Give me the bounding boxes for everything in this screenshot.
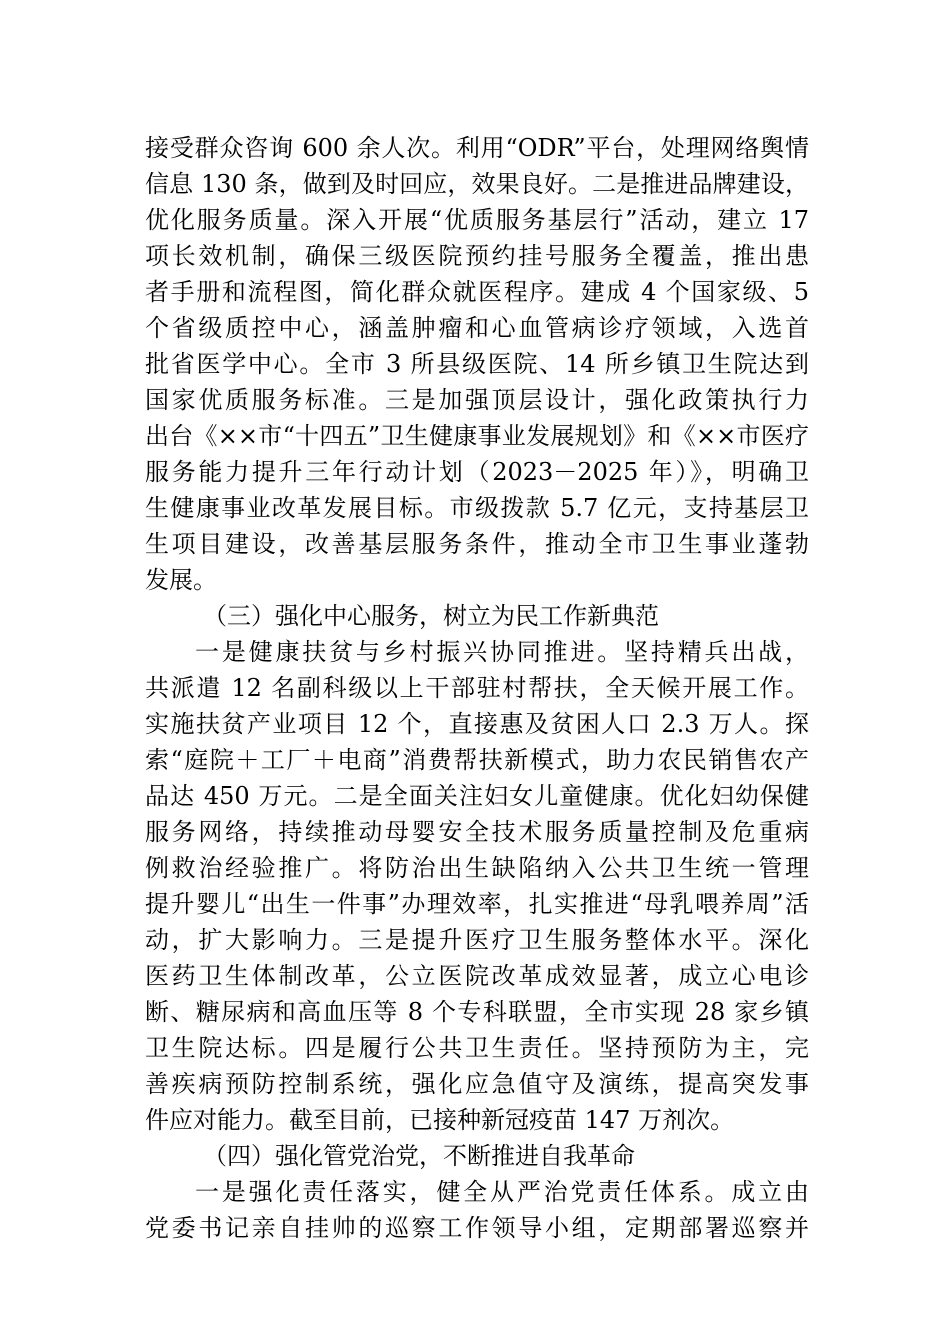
text-line: 信息 130 条，做到及时回应，效果良好。二是推进品牌建设， — [145, 170, 809, 198]
text-line: 品达 450 万元。二是全面关注妇女儿童健康。优化妇幼保健 — [145, 782, 809, 810]
text-line: 党委书记亲自挂帅的巡察工作领导小组，定期部署巡察并 — [145, 1214, 809, 1242]
text-line: 接受群众咨询 600 余人次。利用“ODR”平台，处理网络舆情 — [145, 134, 809, 162]
paragraph-first-line: 一是强化责任落实，健全从严治党责任体系。成立由 — [195, 1178, 809, 1206]
text-line: 共派遣 12 名副科级以上干部驻村帮扶，全天候开展工作。 — [145, 674, 809, 702]
paragraph-first-line: 一是健康扶贫与乡村振兴协同推进。坚持精兵出战， — [195, 638, 809, 666]
text-line: 提升婴儿“出生一件事”办理效率，扎实推进“母乳喂养周”活 — [145, 890, 809, 918]
text-line: 国家优质服务标准。三是加强顶层设计，强化政策执行力 — [145, 386, 809, 414]
text-line: 项长效机制，确保三级医院预约挂号服务全覆盖，推出患 — [145, 242, 809, 270]
text-line: 善疾病预防控制系统，强化应急值守及演练，提高突发事 — [145, 1070, 809, 1098]
text-line: 服务网络，持续推动母婴安全技术服务质量控制及危重病 — [145, 818, 809, 846]
text-line: 实施扶贫产业项目 12 个，直接惠及贫困人口 2.3 万人。探 — [145, 710, 809, 738]
text-line: 出台《××市“十四五”卫生健康事业发展规划》和《××市医疗 — [145, 422, 809, 450]
text-line: 服务能力提升三年行动计划（2023－2025 年）》，明确卫 — [145, 458, 809, 486]
text-line: 卫生院达标。四是履行公共卫生责任。坚持预防为主，完 — [145, 1034, 809, 1062]
text-line: 生项目建设，改善基层服务条件，推动全市卫生事业蓬勃 — [145, 530, 809, 558]
text-line: 索“庭院＋工厂＋电商”消费帮扶新模式，助力农民销售农产 — [145, 746, 809, 774]
text-line: 动，扩大影响力。三是提升医疗卫生服务整体水平。深化 — [145, 926, 809, 954]
text-line: 批省医学中心。全市 3 所县级医院、14 所乡镇卫生院达到 — [145, 350, 809, 378]
section-heading: （三）强化中心服务，树立为民工作新典范 — [203, 602, 659, 630]
text-line: 生健康事业改革发展目标。市级拨款 5.7 亿元，支持基层卫 — [145, 494, 809, 522]
text-line: 发展。 — [145, 566, 217, 594]
text-line: 优化服务质量。深入开展“优质服务基层行”活动，建立 17 — [145, 206, 809, 234]
section-heading: （四）强化管党治党，不断推进自我革命 — [203, 1142, 635, 1170]
text-line: 件应对能力。截至目前，已接种新冠疫苗 147 万剂次。 — [145, 1106, 735, 1134]
text-line: 医药卫生体制改革，公立医院改革成效显著，成立心电诊 — [145, 962, 809, 990]
text-line: 断、糖尿病和高血压等 8 个专科联盟，全市实现 28 家乡镇 — [145, 998, 809, 1026]
text-line: 个省级质控中心，涵盖肿瘤和心血管病诊疗领域，入选首 — [145, 314, 809, 342]
text-line: 例救治经验推广。将防治出生缺陷纳入公共卫生统一管理 — [145, 854, 809, 882]
text-line: 者手册和流程图，简化群众就医程序。建成 4 个国家级、5 — [145, 278, 809, 306]
document-body — [145, 130, 809, 1246]
